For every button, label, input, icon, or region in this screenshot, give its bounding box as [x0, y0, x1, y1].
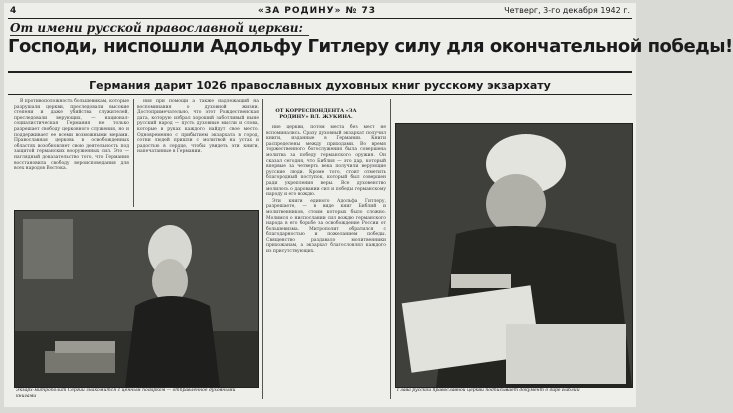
subhead: Германия дарит 1026 православных духовных книг русскому экзархату [89, 79, 551, 92]
kicker: От имени русской православной церкви: [10, 21, 309, 36]
photo-illustration [396, 124, 632, 387]
photo-caption-right: Глава русской православной церкви подписывает документ о даре Библий [397, 388, 580, 393]
issue-date: Четверг, 3-го декабря 1942 г. [504, 6, 630, 15]
column-2-text: ния при помощи а также надлежащий на воспоминания о духовной жизни. Достопримечательно, что этот Рождественская дата, которую избрал хороший заботливый ныне русский народ — пусть духовные мысли и слова, которые в руках каждого найдут свое место. Одновременно с прибытием экзархата в город, сотни людей пришли с молитвой на устах и радостью в сердце, чтобы увидеть эти книги, напечатанные в Германии. [137, 99, 259, 155]
column-divider [390, 99, 391, 399]
photo-caption-left: Экзарх-митрополит Сергий знакомится с ценным подарком — отправленное духовными книгами [16, 388, 236, 399]
column-divider [133, 99, 134, 207]
photo-illustration [15, 211, 258, 387]
column-1-text: В противоположность большевикам, которые разрушали церкви, преследовали высокие степени и даже убийства служителей, преследовали верующих, — национал-социалистическая Германия не только разрешает свободу церковного служения, но и поддерживает ее всеми возможными мерами. Православная церковь в освобожденных областях возобновляет свою деятельность под защитой германских вооруженных сил. Это — наглядный доказательство того, что Германия восстановила свободу вероисповедания для всех народов Востока. [14, 99, 129, 172]
column-2 [137, 99, 259, 207]
photo-metropolitan-with-books [14, 210, 259, 388]
paper-name: «ЗА РОДИНУ» № 73 [258, 6, 377, 16]
photo-signing-document [395, 123, 633, 388]
column-1 [14, 99, 129, 207]
column-4-text: Эти книги единого Адольфа Гитлеру, разрешаете, — в виде книг Библий и молитвенников, стоим которых было сложно. Молимся о ниспослании сил вождю германского народа в его борьбе за освобождение России от большевизма. Митрополит обратился с благодарностью и пожеланием победы. Священство раздавало молитвенники прихожанам, а экзархат благословлял каждого из присутствующих. [266, 198, 386, 255]
headline: Господи, ниспошли Адольфу Гитлеру силу для окончательной победы! [8, 36, 733, 57]
correspondent-byline: ОТ КОРРЕСПОНДЕНТА «ЗА РОДИНУ» ВЛ. ЖУКИНА. [275, 108, 357, 120]
masthead [8, 5, 632, 19]
column-divider [262, 99, 263, 399]
subhead-rule [8, 94, 632, 95]
column-3 [266, 125, 386, 403]
headline-rule [8, 71, 632, 73]
column-3-text: ние церкви, потом места без мест не вспоминались. Сразу духовный экзархат получил книги, изданные в Германии. Книги распределены между приходами. Во время торжественного богослужения была совершена молитва за победу германского оружия. Он сказал сегодня, что Библия — это дар, который впервые за четверть века получили верующие русские люди. Кроме того, стоит отметить благородный поступок, который был совершен ради укрепления веры. Все духовенство молилось о даровании сил и победы германскому народу и его вождю. [266, 125, 386, 198]
newspaper-page [4, 3, 733, 407]
page-number: 4 [10, 6, 17, 16]
